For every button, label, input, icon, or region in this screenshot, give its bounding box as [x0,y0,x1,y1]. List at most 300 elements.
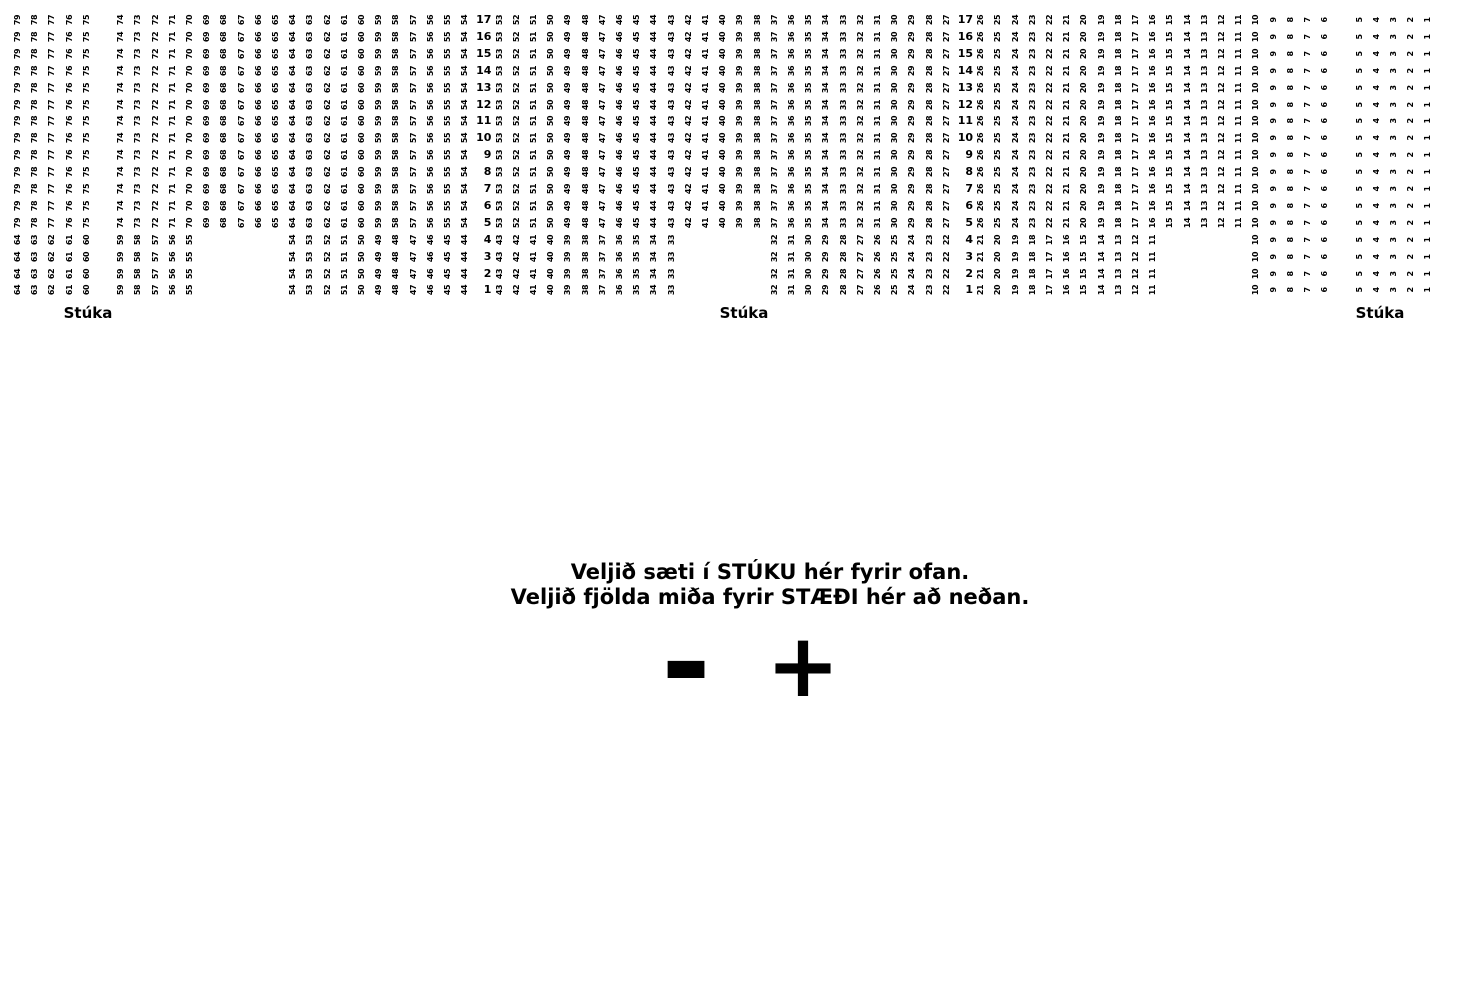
seat[interactable]: 8 [1285,85,1295,91]
seat[interactable]: 61 [339,150,349,161]
seat[interactable]: 71 [167,150,177,161]
seat[interactable]: 10 [1251,234,1261,245]
seat[interactable]: 2 [1406,169,1416,175]
seat[interactable]: 18 [1113,65,1123,76]
seat[interactable]: 60 [81,285,91,296]
seat[interactable]: 21 [1062,82,1072,93]
seat[interactable]: 27 [855,251,865,262]
seat[interactable]: 73 [133,167,143,178]
seat[interactable]: 64 [288,82,298,93]
seat[interactable]: 62 [322,82,332,93]
seat[interactable]: 50 [546,167,556,178]
seat[interactable]: 35 [804,65,814,76]
seat[interactable]: 67 [236,48,246,59]
seat[interactable]: 36 [787,65,796,76]
seat[interactable]: 14 [1182,200,1192,211]
seat[interactable]: 72 [150,65,160,76]
seat[interactable]: 46 [615,150,624,161]
seat[interactable]: 27 [941,217,951,228]
seat[interactable]: 6 [1320,85,1330,91]
seat[interactable]: 75 [81,48,91,59]
seat[interactable]: 61 [64,268,74,279]
seat[interactable]: 38 [752,31,762,42]
seat[interactable]: 61 [64,251,74,262]
seat[interactable]: 54 [460,99,470,110]
seat[interactable]: 1 [1423,254,1433,260]
seat[interactable]: 18 [1113,116,1123,127]
seat[interactable]: 25 [993,65,1003,76]
seat[interactable]: 50 [357,285,366,296]
seat[interactable]: 68 [219,183,229,195]
seat[interactable]: 20 [1079,200,1089,211]
seat[interactable]: 45 [632,14,642,26]
seat[interactable]: 44 [460,285,470,296]
seat[interactable]: 52 [511,31,521,42]
seat[interactable]: 41 [701,217,710,228]
seat[interactable]: 42 [511,285,521,296]
seat[interactable]: 34 [821,183,831,195]
seat[interactable]: 29 [907,14,917,26]
seat[interactable]: 18 [1113,150,1123,161]
seat[interactable]: 23 [1027,31,1037,42]
seat[interactable]: 70 [185,65,194,76]
seat[interactable]: 46 [615,200,624,211]
seat[interactable]: 7 [1303,101,1312,108]
seat[interactable]: 51 [339,285,349,296]
seat[interactable]: 47 [597,133,607,144]
seat[interactable]: 9 [1268,34,1278,40]
seat[interactable]: 9 [1268,186,1278,192]
seat[interactable]: 39 [563,251,573,262]
seat[interactable]: 66 [253,133,263,144]
seat[interactable]: 42 [511,268,521,279]
seat[interactable]: 45 [443,268,452,279]
seat[interactable]: 46 [425,268,435,279]
seat[interactable]: 39 [735,167,745,178]
seat[interactable]: 67 [236,65,246,76]
seat[interactable]: 19 [1096,183,1106,195]
seat[interactable]: 7 [1303,34,1312,40]
seat[interactable]: 39 [735,99,745,110]
seat[interactable]: 57 [408,183,418,195]
seat[interactable]: 1 [1423,51,1433,57]
seat[interactable]: 54 [288,268,298,279]
seat[interactable]: 52 [322,234,332,245]
seat[interactable]: 59 [374,217,384,228]
seat[interactable]: 11 [1234,82,1244,93]
seat[interactable]: 28 [924,217,934,228]
seat[interactable]: 63 [30,234,40,245]
seat[interactable]: 26 [976,116,986,127]
seat[interactable]: 37 [769,99,779,110]
seat[interactable]: 29 [907,200,917,211]
seat[interactable]: 20 [993,234,1003,245]
seat[interactable]: 77 [47,99,57,110]
seat[interactable]: 44 [649,48,659,59]
seat[interactable]: 52 [511,183,521,195]
seat[interactable]: 49 [563,116,573,127]
seat[interactable]: 14 [1182,133,1192,144]
seat[interactable]: 60 [357,14,366,26]
seat[interactable]: 38 [580,234,590,245]
seat[interactable]: 9 [1268,254,1278,260]
seat[interactable]: 59 [116,268,126,279]
seat[interactable]: 34 [821,82,831,93]
seat[interactable]: 64 [288,48,298,59]
seat[interactable]: 33 [838,133,848,144]
seat[interactable]: 62 [322,14,332,26]
seat[interactable]: 72 [150,14,160,26]
seat[interactable]: 48 [580,133,590,144]
seat[interactable]: 4 [1371,270,1381,277]
seat[interactable]: 34 [821,200,831,211]
seat[interactable]: 45 [632,48,642,59]
seat[interactable]: 79 [13,217,22,228]
seat[interactable]: 12 [1131,268,1140,279]
seat[interactable]: 29 [907,31,917,42]
seat[interactable]: 51 [529,150,538,161]
seat[interactable]: 55 [443,150,452,161]
seat[interactable]: 3 [1389,169,1398,175]
seat[interactable]: 3 [1389,220,1398,226]
seat[interactable]: 37 [769,200,779,211]
seat[interactable]: 32 [769,234,779,245]
seat[interactable]: 33 [666,285,676,296]
seat[interactable]: 71 [167,65,177,76]
seat[interactable]: 2 [1406,118,1416,124]
seat[interactable]: 75 [81,99,91,110]
seat[interactable]: 32 [855,48,865,59]
seat[interactable]: 44 [649,150,659,161]
seat[interactable]: 40 [718,31,728,42]
seat[interactable]: 16 [1148,48,1158,59]
seat[interactable]: 50 [546,65,556,76]
seat[interactable]: 61 [64,234,74,245]
seat[interactable]: 28 [924,31,934,42]
seat[interactable]: 41 [701,167,710,178]
seat[interactable]: 31 [873,99,882,110]
seat[interactable]: 75 [81,167,91,178]
seat[interactable]: 16 [1148,82,1158,93]
seat[interactable]: 79 [13,150,22,161]
seat[interactable]: 65 [271,116,280,127]
seat[interactable]: 28 [924,99,934,110]
seat[interactable]: 11 [1148,285,1158,296]
seat[interactable]: 28 [924,116,934,127]
seat[interactable]: 30 [804,251,814,262]
seat[interactable]: 39 [735,82,745,93]
seat[interactable]: 4 [1371,169,1381,175]
seat[interactable]: 28 [924,14,934,26]
seat[interactable]: 70 [185,183,194,195]
seat[interactable]: 76 [64,31,74,42]
seat[interactable]: 20 [1079,183,1089,195]
seat[interactable]: 14 [1182,31,1192,42]
seat[interactable]: 46 [425,234,435,245]
seat[interactable]: 51 [529,31,538,42]
seat[interactable]: 63 [30,285,40,296]
seat[interactable]: 10 [1251,167,1261,178]
seat[interactable]: 27 [941,99,951,110]
seat[interactable]: 2 [1406,203,1416,209]
seat[interactable]: 48 [580,48,590,59]
seat[interactable]: 33 [838,200,848,211]
seat[interactable]: 29 [907,82,917,93]
seat[interactable]: 72 [150,99,160,110]
seat[interactable]: 48 [580,82,590,93]
seat[interactable]: 12 [1217,167,1226,178]
seat[interactable]: 75 [81,116,91,127]
seat[interactable]: 8 [1285,152,1295,158]
seat[interactable]: 58 [133,268,143,279]
seat[interactable]: 31 [787,234,796,245]
seat[interactable]: 56 [425,48,435,59]
seat[interactable]: 72 [150,116,160,127]
seat[interactable]: 19 [1096,82,1106,93]
seat[interactable]: 37 [597,234,607,245]
seat[interactable]: 43 [666,14,676,26]
seat[interactable]: 77 [47,150,57,161]
seat[interactable]: 12 [1131,285,1140,296]
seat[interactable]: 53 [494,48,504,59]
seat[interactable]: 40 [546,268,556,279]
seat[interactable]: 18 [1027,268,1037,279]
seat[interactable]: 8 [1285,51,1295,57]
seat[interactable]: 75 [81,31,91,42]
seat[interactable]: 4 [1371,254,1381,260]
seat[interactable]: 7 [1303,85,1312,91]
seat[interactable]: 64 [288,116,298,127]
seat[interactable]: 22 [941,234,951,245]
seat[interactable]: 35 [804,14,814,26]
seat[interactable]: 45 [632,99,642,110]
seat[interactable]: 63 [305,133,315,144]
seat[interactable]: 74 [116,65,126,76]
seat[interactable]: 43 [666,167,676,178]
seat[interactable]: 38 [752,14,762,26]
seat[interactable]: 1 [1423,270,1433,277]
seat[interactable]: 53 [305,268,315,279]
seat[interactable]: 28 [924,65,934,76]
seat[interactable]: 58 [391,217,401,228]
seat[interactable]: 27 [941,116,951,127]
seat[interactable]: 52 [511,48,521,59]
seat[interactable]: 67 [236,133,246,144]
seat[interactable]: 65 [271,48,280,59]
seat[interactable]: 48 [391,285,401,296]
seat[interactable]: 6 [1320,220,1330,226]
seat[interactable]: 49 [563,48,573,59]
seat[interactable]: 36 [787,14,796,26]
seat[interactable]: 72 [150,48,160,59]
seat[interactable]: 9 [1268,135,1278,141]
seat[interactable]: 49 [374,251,384,262]
seat[interactable]: 62 [47,251,57,262]
seat[interactable]: 58 [133,285,143,296]
seat[interactable]: 64 [288,150,298,161]
seat[interactable]: 60 [81,268,91,279]
seat[interactable]: 18 [1113,217,1123,228]
seat[interactable]: 62 [322,48,332,59]
seat[interactable]: 48 [580,183,590,195]
seat[interactable]: 25 [993,167,1003,178]
seat[interactable]: 24 [1010,48,1020,59]
seat[interactable]: 12 [1217,200,1226,211]
seat[interactable]: 74 [116,14,126,26]
seat[interactable]: 43 [494,251,504,262]
seat[interactable]: 63 [305,116,315,127]
seat[interactable]: 41 [529,268,538,279]
seat[interactable]: 31 [873,217,882,228]
seat[interactable]: 27 [941,65,951,76]
seat[interactable]: 10 [1251,268,1261,279]
seat[interactable]: 36 [787,200,796,211]
seat[interactable]: 25 [890,285,900,296]
seat[interactable]: 38 [580,285,590,296]
seat[interactable]: 47 [597,150,607,161]
seat[interactable]: 49 [563,133,573,144]
seat[interactable]: 34 [821,150,831,161]
seat[interactable]: 6 [1320,169,1330,175]
seat[interactable]: 51 [529,99,538,110]
seat[interactable]: 57 [408,31,418,42]
seat[interactable]: 18 [1113,200,1123,211]
seat[interactable]: 79 [13,48,22,59]
seat[interactable]: 46 [425,251,435,262]
seat[interactable]: 61 [339,82,349,93]
seat[interactable]: 71 [167,48,177,59]
seat[interactable]: 57 [150,285,160,296]
seat[interactable]: 25 [993,217,1003,228]
seat[interactable]: 36 [787,99,796,110]
seat[interactable]: 41 [701,200,710,211]
seat[interactable]: 48 [580,150,590,161]
seat[interactable]: 67 [236,183,246,195]
seat[interactable]: 13 [1199,116,1209,127]
seat[interactable]: 14 [1182,48,1192,59]
seat[interactable]: 11 [1234,150,1244,161]
seat[interactable]: 65 [271,150,280,161]
seat[interactable]: 62 [322,133,332,144]
seat[interactable]: 26 [873,285,882,296]
seat[interactable]: 63 [30,251,40,262]
seat[interactable]: 60 [357,31,366,42]
seat[interactable]: 9 [1268,270,1278,277]
seat[interactable]: 21 [1062,150,1072,161]
seat[interactable]: 21 [1062,14,1072,26]
seat[interactable]: 44 [649,65,659,76]
seat[interactable]: 13 [1199,31,1209,42]
seat[interactable]: 58 [391,14,401,26]
seat[interactable]: 33 [666,251,676,262]
seat[interactable]: 4 [1371,237,1381,243]
seat[interactable]: 74 [116,133,126,144]
seat[interactable]: 30 [890,183,900,195]
seat[interactable]: 20 [1079,167,1089,178]
seat[interactable]: 33 [838,99,848,110]
seat[interactable]: 48 [391,268,401,279]
seat[interactable]: 58 [391,183,401,195]
seat[interactable]: 28 [838,234,848,245]
seat[interactable]: 33 [838,167,848,178]
seat[interactable]: 41 [701,183,710,195]
seat[interactable]: 73 [133,31,143,42]
seat[interactable]: 31 [787,285,796,296]
seat[interactable]: 56 [425,183,435,195]
seat[interactable]: 22 [941,285,951,296]
seat[interactable]: 37 [769,133,779,144]
seat[interactable]: 78 [30,31,40,42]
seat[interactable]: 1 [1423,68,1433,74]
seat[interactable]: 42 [683,14,693,26]
seat[interactable]: 22 [1045,99,1054,110]
seat[interactable]: 55 [443,217,452,228]
seat[interactable]: 14 [1182,116,1192,127]
seat[interactable]: 67 [236,217,246,228]
seat[interactable]: 8 [1285,34,1295,40]
seat[interactable]: 73 [133,150,143,161]
seat[interactable]: 16 [1062,268,1072,279]
seat[interactable]: 60 [357,65,366,76]
seat[interactable]: 2 [1406,220,1416,226]
seat[interactable]: 2 [1406,68,1416,74]
seat[interactable]: 21 [976,251,986,262]
seat[interactable]: 44 [649,31,659,42]
seat[interactable]: 64 [288,183,298,195]
seat[interactable]: 6 [1320,68,1330,74]
seat[interactable]: 51 [529,48,538,59]
seat[interactable]: 10 [1251,82,1261,93]
seat[interactable]: 8 [1285,186,1295,192]
seat[interactable]: 69 [202,48,212,59]
seat[interactable]: 78 [30,99,40,110]
seat[interactable]: 26 [976,65,986,76]
seat[interactable]: 67 [236,99,246,110]
seat[interactable]: 53 [494,200,504,211]
seat[interactable]: 64 [288,217,298,228]
seat[interactable]: 30 [804,234,814,245]
seat[interactable]: 43 [494,285,504,296]
seat[interactable]: 33 [838,183,848,195]
seat[interactable]: 72 [150,183,160,195]
seat[interactable]: 69 [202,150,212,161]
seat[interactable]: 77 [47,31,57,42]
seat[interactable]: 70 [185,116,194,127]
seat[interactable]: 47 [597,14,607,26]
seat[interactable]: 64 [13,285,22,296]
seat[interactable]: 62 [47,268,57,279]
seat[interactable]: 51 [529,65,538,76]
seat[interactable]: 38 [752,48,762,59]
seat[interactable]: 78 [30,133,40,144]
seat[interactable]: 51 [529,133,538,144]
seat[interactable]: 5 [1354,135,1364,141]
seat[interactable]: 21 [1062,99,1072,110]
seat[interactable]: 42 [683,217,693,228]
seat[interactable]: 54 [460,217,470,228]
seat[interactable]: 43 [494,234,504,245]
seat[interactable]: 18 [1113,48,1123,59]
seat[interactable]: 59 [374,183,384,195]
seat[interactable]: 4 [1371,51,1381,57]
seat[interactable]: 54 [288,251,298,262]
seat[interactable]: 27 [855,268,865,279]
seat[interactable]: 10 [1251,48,1261,59]
seat[interactable]: 64 [288,133,298,144]
seat[interactable]: 76 [64,167,74,178]
seat[interactable]: 32 [855,82,865,93]
seat[interactable]: 54 [460,150,470,161]
